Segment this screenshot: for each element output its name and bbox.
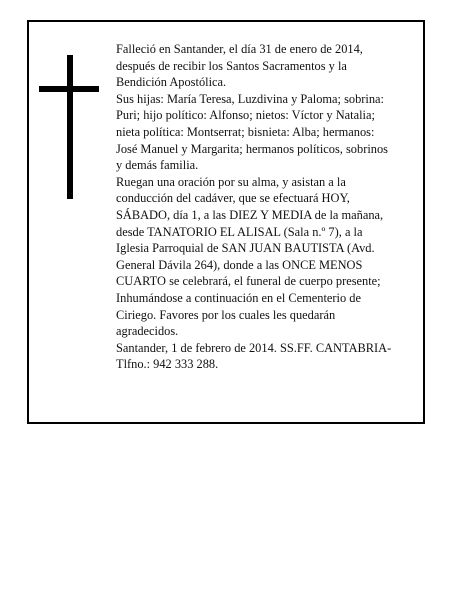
notice-line: SÁBADO, día 1, a las DIEZ Y MEDIA de la mañana, [116, 207, 384, 222]
notice-line: Sus hijas: María Teresa, Luzdivina y Paloma; sobrina: [116, 91, 385, 106]
notice-line: y demás familia. [116, 158, 199, 173]
notice-line: CUARTO se celebrará, el funeral de cuerpo presente; [116, 274, 381, 289]
notice-line: conducción del cadáver, que se efectuará HOY, [116, 191, 350, 206]
notice-line: Bendición Apostólica. [116, 75, 227, 90]
notice-line: nieta política: Montserrat; bisnieta: Alba; hermanos: [116, 124, 375, 139]
notice-line: agradecidos. [116, 324, 179, 339]
notice-line: Santander, 1 de febrero de 2014. SS.FF. CANTABRIA- [116, 340, 392, 355]
cross-vertical-bar [67, 55, 73, 199]
notice-line: José Manuel y Margarita; hermanos políticos, sobrinos [116, 141, 388, 156]
notice-line: Iglesia Parroquial de SAN JUAN BAUTISTA (Avd. [116, 241, 375, 256]
obituary-notice [27, 20, 425, 424]
notice-line: Falleció en Santander, el día 31 de enero de 2014, [116, 42, 363, 56]
notice-line: después de recibir los Santos Sacramentos y la [116, 58, 347, 73]
notice-line: Inhumándose a continuación en el Cementerio de [116, 290, 361, 305]
notice-line: Tlfno.: 942 333 288. [116, 357, 219, 372]
notice-line: General Dávila 264), donde a las ONCE MENOS [116, 257, 363, 272]
cross-horizontal-bar [39, 86, 99, 92]
obituary-text [116, 41, 422, 373]
notice-line: Puri; hijo político: Alfonso; nietos: Víctor y Natalia; [116, 108, 375, 123]
notice-line: Ciriego. Favores por los cuales les quedarán [116, 307, 336, 322]
latin-cross-icon [39, 55, 99, 199]
notice-line: Ruegan una oración por su alma, y asistan a la [116, 174, 346, 189]
notice-line: desde TANATORIO EL ALISAL (Sala n.º 7), a la [116, 224, 363, 239]
